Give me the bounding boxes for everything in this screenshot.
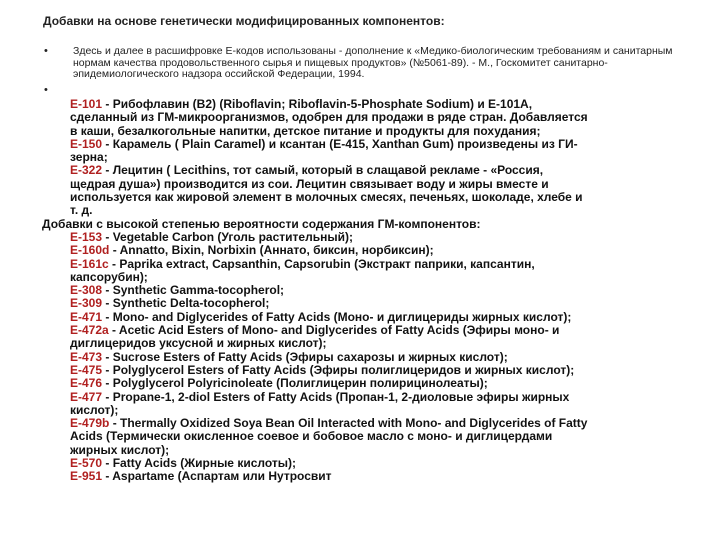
line-text: сделанный из ГМ-микроорганизмов, одобрен для продажи в ряде стран. Добавляется xyxy=(70,110,588,125)
text-line xyxy=(42,444,682,457)
line-text: - Fatty Acids (Жирные кислоты); xyxy=(102,456,296,471)
line-text: используется как жировой элемент в молочных смесях, печеньях, шоколаде, хлебе и xyxy=(70,190,583,205)
line-text: зерна; xyxy=(70,150,108,165)
text-line xyxy=(42,244,682,257)
e-code: E-101 xyxy=(70,97,103,111)
e-code: E-309 xyxy=(70,296,103,311)
source-note: Здесь и далее в расшифровке Е-кодов использованы - дополнение к «Медико-биологическим требованиям и санитарным нормам качества продовольственного сырья и пищевых продуктов» (№5061-89). - М., Госкомитет санитарно-эпидемиологического надзора оссийской Федерации, 1994. xyxy=(73,45,673,80)
text-line xyxy=(42,231,682,244)
line-text: - Sucrose Esters of Fatty Acids (Эфиры сахарозы и жирных кислот); xyxy=(102,349,508,364)
line-text: - Лецитин ( Lecithins, тот самый, который в слащавой рекламе - «Россия, xyxy=(102,163,544,178)
document-body xyxy=(42,98,682,484)
text-line xyxy=(42,457,682,470)
probable-gm-additives-list xyxy=(42,231,682,484)
text-line xyxy=(42,337,682,350)
section-heading: Добавки с высокой степенью вероятности содержания ГМ-компонентов: xyxy=(42,216,481,231)
text-line xyxy=(42,364,682,377)
line-text: щедрая душа») производится из сои. Лецитин связывает воду и жиры вместе и xyxy=(70,176,549,191)
text-line xyxy=(42,324,682,337)
text-line xyxy=(42,191,682,204)
text-line xyxy=(42,430,682,443)
e-code: E-477 xyxy=(70,389,103,404)
e-code: E-570 xyxy=(70,456,103,471)
gm-additives-list xyxy=(42,98,682,218)
e-code: E-479b xyxy=(70,416,110,431)
document-heading: Добавки на основе генетически модифицированных компонентов: xyxy=(43,14,445,28)
line-text: - Рибофлавин (В2) (Riboflavin; Riboflavin-5-Phosphate Sodium) и E-101A, xyxy=(102,97,533,111)
line-text: - Paprika extract, Capsanthin, Capsorubin (Экстракт паприки, капсантин, xyxy=(108,256,535,271)
line-text: - Mono- and Diglycerides of Fatty Acids (Моно- и диглицериды жирных кислот); xyxy=(102,309,572,324)
text-line xyxy=(42,284,682,297)
e-code: E-476 xyxy=(70,376,103,391)
bullet-marker: • xyxy=(44,84,48,96)
line-text: - Thermally Oxidized Soya Bean Oil Interacted with Mono- and Diglycerides of Fatty xyxy=(109,416,588,431)
e-code: E-471 xyxy=(70,309,103,324)
text-line xyxy=(42,138,682,151)
e-code: E-472a xyxy=(70,323,109,338)
text-line xyxy=(42,164,682,177)
line-text: в каши, безалкогольные напитки, детское питание и продукты для похудания; xyxy=(70,123,541,138)
bullet-marker: • xyxy=(44,45,48,57)
text-line xyxy=(42,151,682,164)
text-line xyxy=(42,377,682,390)
text-line xyxy=(42,178,682,191)
text-line xyxy=(42,297,682,310)
line-text: - Acetic Acid Esters of Mono- and Diglycerides of Fatty Acids (Эфиры моно- и xyxy=(108,323,560,338)
text-line xyxy=(42,204,682,217)
e-code: E-473 xyxy=(70,349,103,364)
line-text: - Aspartame (Аспартам или Нутросвит xyxy=(102,469,332,484)
e-code: E-308 xyxy=(70,283,103,298)
line-text: - Карамель ( Plain Caramel) и ксантан (E-415, Xanthan Gum) произведены из ГИ- xyxy=(102,136,578,151)
line-text: - Vegetable Carbon (Уголь растительный); xyxy=(102,229,353,244)
text-line xyxy=(42,470,682,483)
line-text: - Polyglycerol Polyricinoleate (Полиглицерин полирицинолеаты); xyxy=(102,376,488,391)
text-line xyxy=(42,98,682,111)
line-text: Acids (Термически окисленное соевое и бобовое масло с моно- и диглицердами xyxy=(70,429,553,444)
text-line xyxy=(42,125,682,138)
text-line xyxy=(42,111,682,124)
e-code: E-951 xyxy=(70,469,103,484)
e-code: E-153 xyxy=(70,229,103,244)
text-line xyxy=(42,417,682,430)
text-line xyxy=(42,271,682,284)
e-code: E-160d xyxy=(70,243,110,258)
text-line xyxy=(42,404,682,417)
line-text: - Synthetic Gamma-tocopherol; xyxy=(102,283,285,298)
line-text: кислот); xyxy=(70,402,119,417)
line-text: - Synthetic Delta-tocopherol; xyxy=(102,296,270,311)
text-line xyxy=(42,311,682,324)
line-text: - Annatto, Bixin, Norbixin (Аннато, биксин, норбиксин); xyxy=(109,243,434,258)
line-text: т. д. xyxy=(70,203,93,218)
line-text: - Polyglycerol Esters of Fatty Acids (Эфиры полиглицеридов и жирных кислот); xyxy=(102,362,575,377)
line-text: жирных кислот); xyxy=(70,442,170,457)
text-line xyxy=(42,391,682,404)
e-code: E-161c xyxy=(70,256,109,271)
line-text: капсорубин); xyxy=(70,269,148,284)
line-text: - Propane-1, 2-diol Esters of Fatty Acids (Пропан-1, 2-диоловые эфиры жирных xyxy=(102,389,570,404)
text-line xyxy=(42,258,682,271)
text-line xyxy=(42,351,682,364)
e-code: E-322 xyxy=(70,163,103,178)
e-code: E-475 xyxy=(70,362,103,377)
e-code: E-150 xyxy=(70,136,103,151)
line-text: диглицеридов уксусной и жирных кислот); xyxy=(70,336,327,351)
